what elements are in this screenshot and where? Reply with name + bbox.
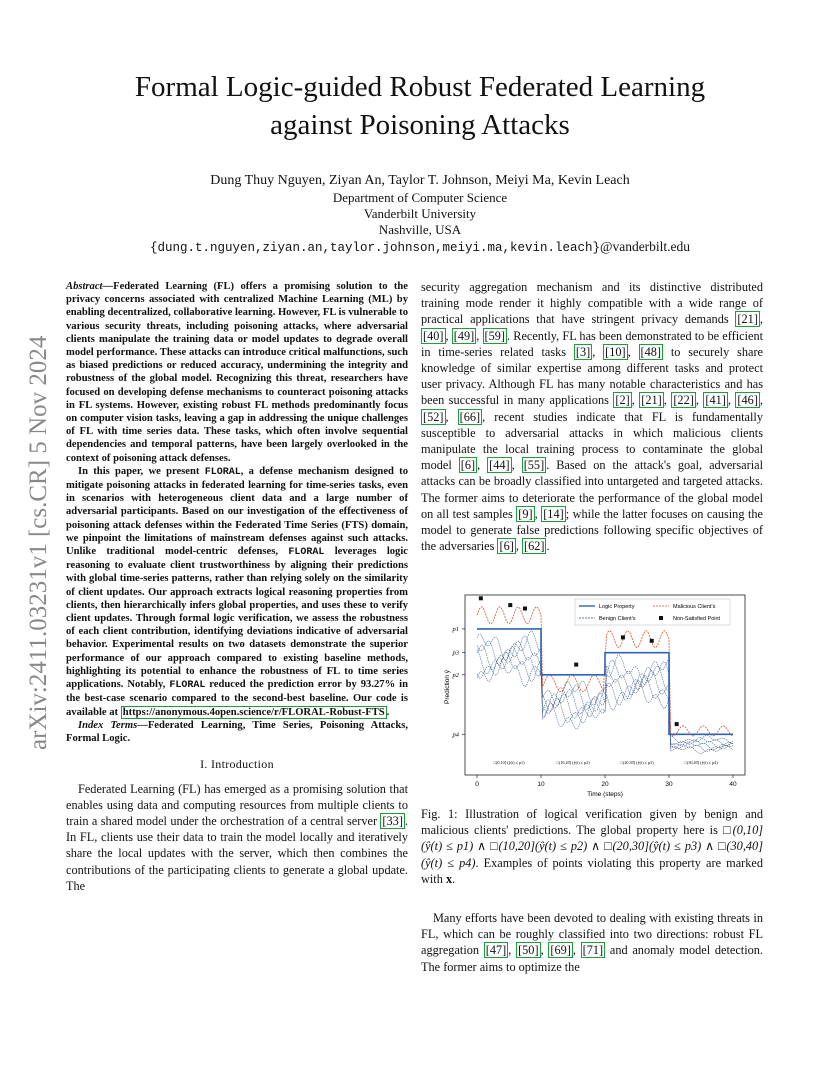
abstract-text-2d: reduced the prediction error by 93.27% in the best-case scenario compared to the second-best baseline. Our code is available at — [66, 679, 408, 718]
figure-1-chart — [435, 592, 750, 804]
x-tick-label: 40 — [729, 781, 737, 788]
citation[interactable]: [14] — [543, 506, 564, 521]
citation[interactable]: [41] — [705, 393, 726, 408]
floral-name: FLORAL — [204, 466, 241, 478]
code-link[interactable]: https://anonymous.4open.science/r/FLORAL-Robust-FTS — [122, 706, 385, 718]
citation[interactable]: [69] — [550, 943, 571, 958]
right-column-bottom — [421, 910, 763, 975]
interval-label: □(0,10] (ŷ(t) ≤ p1) — [493, 760, 525, 765]
legend-label: Logic Property — [599, 604, 635, 610]
rc-text-5: . Based on the attack's goal, adversarial attacks can be broadly classified into untargeted and targeted attacks. The former aims to deteriorate the performance of the global model on all test samples — [421, 458, 764, 521]
x-tick-label: 30 — [665, 781, 673, 788]
citation[interactable]: [22] — [673, 393, 694, 408]
paper-title — [70, 68, 770, 144]
legend-label: Benign Client's — [599, 616, 636, 622]
x-tick-label: 10 — [537, 781, 545, 788]
non-satisfied-point — [523, 607, 527, 611]
citation[interactable]: [44] — [489, 458, 510, 473]
citation[interactable]: [21] — [641, 393, 662, 408]
citation[interactable]: [3] — [575, 344, 591, 359]
citation[interactable]: [46] — [737, 393, 758, 408]
y-tick-label: p3 — [452, 649, 459, 657]
interval-label: □(10,20] (ŷ(t) ≤ p2) — [556, 760, 590, 765]
bottom-text-b: and anomaly model detection. The former aims to optimize the — [421, 943, 763, 974]
citation[interactable]: [2] — [615, 393, 630, 408]
rc-text-4: , recent studies indicate that FL is fundamentally susceptible to adversarial attacks in which malicious clients manipulate the local training process to contaminate the global model — [421, 409, 763, 473]
section-heading-introduction: I. Introduction — [200, 757, 274, 772]
caption-formula: □(0,10](ŷ(t) ≤ p1) ∧ □(10,20](ŷ(t) ≤ p2) ∧ □(20,30](ŷ(t) ≤ p3) ∧ □(30,40](ŷ(t) ≤ p4) — [421, 823, 764, 870]
rc-text-1: security aggregation mechanism and its distinctive distributed training mode render it highly compatible with a wide range of practical applications that have stringent privacy demands — [421, 280, 763, 327]
title-line-2: against Poisoning Attacks — [270, 109, 570, 141]
non-satisfied-point — [508, 603, 512, 607]
title-line-1: Formal Logic-guided Robust Federated Learning — [134, 71, 706, 103]
caption-end: . — [452, 871, 456, 886]
emails — [70, 238, 770, 257]
citation[interactable]: [49] — [453, 328, 475, 343]
citation[interactable]: [66] — [459, 409, 481, 424]
email-list: {dung.t.nguyen,ziyan.an,taylor.johnson,meiyi.ma,kevin.leach} — [149, 241, 601, 255]
citation[interactable]: [6] — [499, 539, 514, 554]
y-tick-label: p2 — [452, 671, 459, 679]
authors: Dung Thuy Nguyen, Ziyan An, Taylor T. Johnson, Meiyi Ma, Kevin Leach — [210, 173, 630, 188]
department: Department of Computer Science — [332, 190, 508, 205]
citation[interactable]: [59] — [484, 328, 505, 343]
x-tick-label: 20 — [601, 781, 609, 788]
legend-swatch — [659, 616, 663, 620]
y-tick-label: p4 — [452, 731, 459, 739]
citation[interactable]: [10] — [605, 344, 626, 359]
caption-text-b: . Examples of points violating this property are marked with — [421, 855, 763, 886]
abstract-paragraph-1 — [66, 280, 408, 465]
non-satisfied-point — [479, 596, 483, 600]
legend-label: Non-Satisfied Point — [673, 616, 721, 622]
caption-text-a: Fig. 1: Illustration of logical verification given by benign and malicious clients' predictions. The global property here is — [421, 807, 763, 838]
index-terms — [66, 719, 408, 745]
email-domain: @vanderbilt.edu — [600, 239, 691, 254]
non-satisfied-point — [650, 639, 654, 643]
caption-x: x — [445, 871, 453, 886]
citation[interactable]: [6] — [460, 458, 476, 473]
y-axis-label: Prediction ŷ — [444, 670, 451, 704]
right-column — [421, 279, 763, 554]
rc-text-2: . Recently, FL has been demonstrated to be efficient in time-series related tasks — [421, 328, 764, 359]
citation[interactable]: [48] — [640, 344, 662, 359]
university: Vanderbilt University — [363, 206, 477, 221]
abstract-text-1: —Federated Learning (FL) offers a promising solution to the privacy concerns associated with centralized Machine Learning (ML) by enabling decentralized, collaborative learning. However, FL is vulnerable to various security threats, including poisoning attacks, where adversarial clients manipulate the training data or model updates to degrade overall model performance. These attacks can introduce critical malfunctions, such as biased predictions or reduced accuracy, undermining the integrity and robustness of the global model. Recognizing this threat, researchers have focused on developing defense mechanisms to counteract poisoning attacks in FL systems. However, existing robust FL methods predominantly focus on computer vision tasks, leaving a gap in addressing the unique challenges of FL with time series data. These tasks, which often involve sequential dependencies and temporal patterns, have been largely overlooked in the context of poisoning attack defenses. — [66, 281, 408, 464]
figure-caption — [421, 806, 763, 887]
interval-label: □(30,40] (ŷ(t) ≤ p4) — [684, 760, 718, 765]
interval-label: □(20,30] (ŷ(t) ≤ p3) — [620, 760, 654, 765]
citation[interactable]: [71] — [582, 943, 604, 958]
rc-text-3: to securely share knowledge of similar expertise among different tasks and protect user privacy. Although FL has many notable characteristics and has been successful in many applications — [421, 344, 763, 408]
index-terms-text: —Federated Learning, Time Series, Poisoning Attacks, Formal Logic. — [66, 719, 408, 744]
citation[interactable]: [50] — [518, 943, 539, 958]
citation[interactable]: [62] — [523, 539, 545, 554]
arxiv-stamp — [10, 290, 60, 750]
abstract — [66, 280, 408, 719]
bottom-paragraph: Many efforts have been devoted to dealing with existing threats in FL, which can be roughly classified into two directions: robust FL aggregation [47] , [50] , [69] , [71] and anomaly model detection. The former aims to optimize the — [421, 911, 763, 974]
abstract-paragraph-2 — [66, 465, 408, 719]
citation[interactable]: [52] — [423, 409, 444, 424]
floral-name: FLORAL — [169, 680, 206, 692]
citation[interactable]: [40] — [423, 328, 444, 343]
x-tick-label: 0 — [475, 781, 479, 788]
intro-text-a: Federated Learning (FL) has emerged as a promising solution that enables using data and computing resources from multiple clients to train a shared model under the orchestration of a central server — [66, 781, 408, 828]
abstract-end: . — [386, 706, 390, 718]
legend-label: Malicious Client's — [673, 604, 716, 610]
location: Nashville, USA — [378, 222, 462, 237]
citation[interactable]: [9] — [518, 506, 533, 521]
citation[interactable]: [33] — [382, 813, 403, 828]
non-satisfied-point — [574, 663, 578, 667]
intro-text-b: . In FL, clients use their data to train the model locally and iteratively share the local updates with the server, which then combines the contributions of the participating clients to generate a global update. The — [66, 813, 408, 893]
index-terms-label: Index Terms — [78, 719, 138, 731]
floral-name: FLORAL — [288, 547, 325, 559]
bottom-text-a: Many efforts have been devoted to dealing with existing threats in FL, which can be roughly classified into two directions: robust FL aggregation — [421, 911, 763, 958]
abstract-text-2c: leverages logic reasoning to evaluate client trustworthiness by aligning their predictions with global time-series patterns, rather than relying solely on the similarity of client updates. Our approach extracts logical reasoning properties from clients, then hierarchically infers global properties, and uses these to verify client updates. Through formal logic verification, we assess the robustness of each client contribution, identifying deviations indicative of adversarial behavior. Experimental results on two datasets demonstrate the superior performance of our approach compared to existing baseline methods, highlighting its potential to enhance the robustness of FL to time series applications. Notably, — [66, 546, 408, 691]
intro-paragraph — [66, 781, 408, 894]
citation[interactable]: [21] — [737, 312, 758, 327]
right-paragraph: security aggregation mechanism and its distinctive distributed training mode render it highly compatible with a wide range of practical applications that have stringent privacy demands [21] , [40] , [49] , [59] . Recently, FL has been demonstrated to be efficient in time-series related tasks [3] , [10] , [48] to securely share knowledge of similar expertise among different tasks and protect user privacy. Although FL has many notable characteristics and has been successful in many applications [2] , [21] , [22] , [41] , [46] , [52] , [66] , recent studies indicate that FL is fundamentally susceptible to adversarial attacks in which malicious clients manipulate the local training process to contaminate the global model [6] , [44] , [55] . Based on the attack's goal, adversarial attacks can be broadly classified into untargeted and targeted attacks. The former aims to deteriorate the performance of the global model on all test samples [9] , [14] ; while the latter focuses on causing the model to generate false predictions following specific objectives of the adversaries [6] , [62] . — [421, 280, 764, 554]
y-tick-label: p1 — [452, 625, 459, 633]
x-axis-label: Time (steps) — [587, 791, 623, 798]
citation[interactable]: [55] — [523, 458, 545, 473]
rc-text-6: ; while the latter focuses on causing the model to generate false predictions following specific objectives of the adversaries — [421, 506, 763, 554]
abstract-text-2b: , a defense mechanism designed to mitigate poisoning attacks in federated learning for time-series tasks, even in scenarios with heterogeneous client data and a large number of adversarial participants. Based on our investigation of the effectiveness of poisoning attack defenses within the Federated Time Series (FTS) domain, we pinpoint the limitations of mainstream defenses against such attacks. Unlike traditional model-centric defenses, — [66, 465, 408, 558]
abstract-label: Abstract — [66, 281, 103, 292]
arxiv-id-text: arXiv:2411.03231v1 [cs.CR] 5 Nov 2024 — [25, 335, 52, 750]
left-column — [66, 280, 408, 894]
citation[interactable]: [47] — [485, 943, 507, 958]
abstract-text-2a: In this paper, we present — [78, 465, 205, 477]
non-satisfied-point — [621, 635, 625, 639]
non-satisfied-point — [675, 722, 679, 726]
title-block — [70, 68, 770, 257]
